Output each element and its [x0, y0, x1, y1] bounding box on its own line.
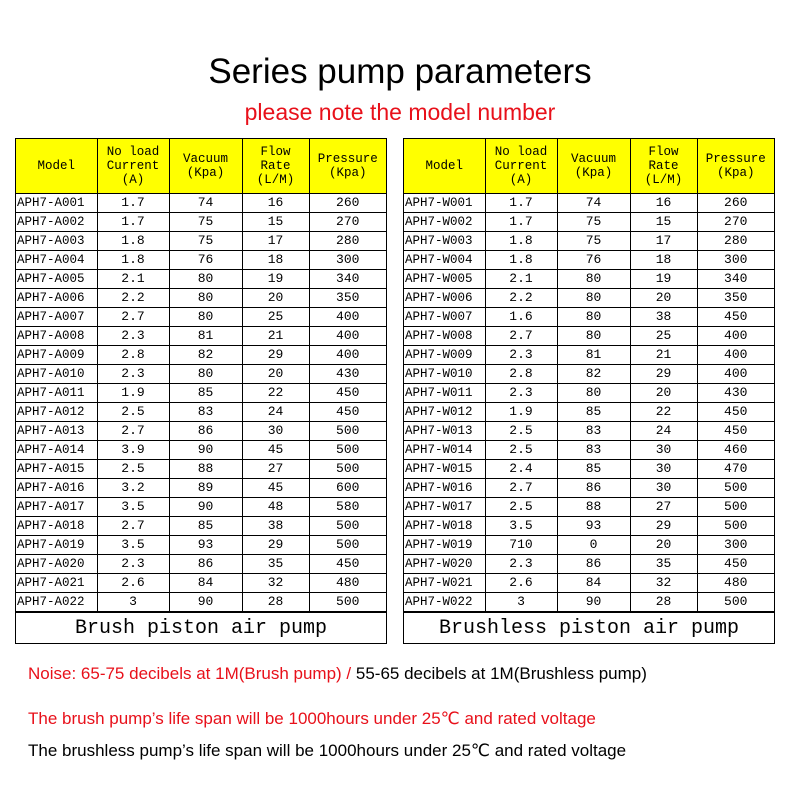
- value-cell: 75: [557, 232, 630, 251]
- value-cell: 450: [309, 384, 386, 403]
- value-cell: 90: [169, 441, 242, 460]
- table-row: [404, 232, 774, 251]
- value-cell: 270: [309, 213, 386, 232]
- brush-life-note: The brush pump’s life span will be 1000hours under 25℃ and rated voltage: [28, 709, 596, 728]
- value-cell: 2.3: [97, 365, 169, 384]
- value-cell: 27: [630, 498, 697, 517]
- model-cell: APH7-W016: [404, 479, 485, 498]
- value-cell: 84: [557, 574, 630, 593]
- value-cell: 580: [309, 498, 386, 517]
- table-row: [16, 308, 386, 327]
- value-cell: 500: [309, 593, 386, 612]
- value-cell: 300: [697, 251, 774, 270]
- model-cell: APH7-A002: [16, 213, 97, 232]
- value-cell: 460: [697, 441, 774, 460]
- value-cell: 32: [242, 574, 309, 593]
- table-caption: Brush piston air pump: [16, 612, 386, 643]
- column-header: Vacuum (Kpa): [557, 139, 630, 194]
- table-row: [404, 194, 774, 213]
- value-cell: 86: [169, 555, 242, 574]
- model-cell: APH7-A021: [16, 574, 97, 593]
- value-cell: 80: [169, 270, 242, 289]
- value-cell: 430: [697, 384, 774, 403]
- value-cell: 340: [697, 270, 774, 289]
- model-cell: APH7-A006: [16, 289, 97, 308]
- value-cell: 600: [309, 479, 386, 498]
- value-cell: 75: [169, 232, 242, 251]
- value-cell: 86: [557, 479, 630, 498]
- value-cell: 430: [309, 365, 386, 384]
- value-cell: 90: [557, 593, 630, 612]
- value-cell: 15: [242, 213, 309, 232]
- model-cell: APH7-A008: [16, 327, 97, 346]
- value-cell: 81: [169, 327, 242, 346]
- noise-note-brushless: 55-65 decibels at 1M(Brushless pump): [351, 664, 647, 683]
- table-row: [404, 346, 774, 365]
- table-row: [404, 441, 774, 460]
- model-cell: APH7-A003: [16, 232, 97, 251]
- value-cell: 2.3: [485, 384, 557, 403]
- model-cell: APH7-W010: [404, 365, 485, 384]
- brushless-pump-table: [403, 138, 775, 644]
- value-cell: 1.7: [97, 194, 169, 213]
- value-cell: 20: [630, 289, 697, 308]
- model-cell: APH7-W012: [404, 403, 485, 422]
- value-cell: 2.3: [97, 327, 169, 346]
- value-cell: 80: [557, 308, 630, 327]
- model-cell: APH7-W015: [404, 460, 485, 479]
- value-cell: 2.5: [97, 460, 169, 479]
- value-cell: 75: [557, 213, 630, 232]
- value-cell: 90: [169, 593, 242, 612]
- value-cell: 93: [557, 517, 630, 536]
- value-cell: 480: [697, 574, 774, 593]
- value-cell: 280: [309, 232, 386, 251]
- value-cell: 30: [242, 422, 309, 441]
- value-cell: 88: [169, 460, 242, 479]
- table-row: [404, 403, 774, 422]
- value-cell: 90: [169, 498, 242, 517]
- value-cell: 89: [169, 479, 242, 498]
- column-header: No load Current (A): [97, 139, 169, 194]
- value-cell: 15: [630, 213, 697, 232]
- value-cell: 450: [309, 403, 386, 422]
- column-header: Model: [16, 139, 97, 194]
- value-cell: 1.7: [97, 213, 169, 232]
- value-cell: 2.5: [485, 441, 557, 460]
- value-cell: 400: [309, 346, 386, 365]
- parameter-table: [404, 139, 774, 612]
- table-row: [16, 213, 386, 232]
- table-row: [16, 384, 386, 403]
- table-row: [404, 327, 774, 346]
- table-row: [404, 593, 774, 612]
- value-cell: 80: [557, 327, 630, 346]
- model-cell: APH7-A019: [16, 536, 97, 555]
- model-cell: APH7-W022: [404, 593, 485, 612]
- table-row: [16, 460, 386, 479]
- value-cell: 2.1: [97, 270, 169, 289]
- value-cell: 500: [697, 479, 774, 498]
- value-cell: 2.5: [485, 422, 557, 441]
- value-cell: 80: [557, 289, 630, 308]
- table-row: [16, 365, 386, 384]
- value-cell: 3.5: [97, 536, 169, 555]
- model-cell: APH7-A004: [16, 251, 97, 270]
- table-row: [16, 593, 386, 612]
- model-cell: APH7-A011: [16, 384, 97, 403]
- value-cell: 45: [242, 441, 309, 460]
- value-cell: 48: [242, 498, 309, 517]
- model-cell: APH7-W002: [404, 213, 485, 232]
- value-cell: 2.7: [485, 479, 557, 498]
- value-cell: 2.4: [485, 460, 557, 479]
- value-cell: 300: [309, 251, 386, 270]
- model-cell: APH7-W005: [404, 270, 485, 289]
- model-cell: APH7-W020: [404, 555, 485, 574]
- value-cell: 74: [169, 194, 242, 213]
- value-cell: 76: [557, 251, 630, 270]
- value-cell: 340: [309, 270, 386, 289]
- value-cell: 86: [169, 422, 242, 441]
- value-cell: 1.6: [485, 308, 557, 327]
- brush-pump-table: [15, 138, 387, 644]
- value-cell: 3: [485, 593, 557, 612]
- table-row: [404, 460, 774, 479]
- value-cell: 450: [309, 555, 386, 574]
- value-cell: 450: [697, 422, 774, 441]
- value-cell: 17: [242, 232, 309, 251]
- value-cell: 19: [242, 270, 309, 289]
- value-cell: 2.2: [97, 289, 169, 308]
- value-cell: 85: [169, 384, 242, 403]
- value-cell: 80: [557, 384, 630, 403]
- value-cell: 24: [242, 403, 309, 422]
- model-cell: APH7-W003: [404, 232, 485, 251]
- value-cell: 3.5: [97, 498, 169, 517]
- value-cell: 400: [309, 308, 386, 327]
- table-row: [404, 574, 774, 593]
- value-cell: 500: [309, 517, 386, 536]
- column-header: No load Current (A): [485, 139, 557, 194]
- model-cell: APH7-A009: [16, 346, 97, 365]
- value-cell: 2.3: [485, 555, 557, 574]
- table-row: [404, 384, 774, 403]
- column-header: Vacuum (Kpa): [169, 139, 242, 194]
- table-row: [16, 251, 386, 270]
- value-cell: 500: [309, 441, 386, 460]
- value-cell: 2.7: [485, 327, 557, 346]
- table-row: [404, 517, 774, 536]
- model-cell: APH7-A016: [16, 479, 97, 498]
- table-header: [404, 139, 774, 194]
- value-cell: 24: [630, 422, 697, 441]
- value-cell: 32: [630, 574, 697, 593]
- column-header: Flow Rate (L/M): [242, 139, 309, 194]
- value-cell: 400: [309, 327, 386, 346]
- model-cell: APH7-A010: [16, 365, 97, 384]
- model-cell: APH7-W014: [404, 441, 485, 460]
- table-row: [16, 422, 386, 441]
- value-cell: 1.8: [97, 232, 169, 251]
- noise-note-brush: Noise: 65-75 decibels at 1M(Brush pump) /: [28, 664, 352, 683]
- column-header: Flow Rate (L/M): [630, 139, 697, 194]
- value-cell: 25: [630, 327, 697, 346]
- model-cell: APH7-W008: [404, 327, 485, 346]
- value-cell: 2.7: [97, 422, 169, 441]
- table-row: [404, 422, 774, 441]
- value-cell: 2.6: [485, 574, 557, 593]
- model-cell: APH7-W006: [404, 289, 485, 308]
- value-cell: 85: [557, 460, 630, 479]
- table-row: [16, 536, 386, 555]
- value-cell: 2.5: [485, 498, 557, 517]
- page-title: Series pump parameters: [208, 52, 592, 91]
- value-cell: 300: [697, 536, 774, 555]
- value-cell: 18: [630, 251, 697, 270]
- value-cell: 2.7: [97, 308, 169, 327]
- value-cell: 500: [309, 536, 386, 555]
- value-cell: 35: [630, 555, 697, 574]
- model-cell: APH7-W019: [404, 536, 485, 555]
- value-cell: 1.9: [97, 384, 169, 403]
- value-cell: 19: [630, 270, 697, 289]
- value-cell: 83: [557, 422, 630, 441]
- value-cell: 85: [169, 517, 242, 536]
- model-cell: APH7-W007: [404, 308, 485, 327]
- table-row: [404, 213, 774, 232]
- value-cell: 80: [169, 289, 242, 308]
- value-cell: 85: [557, 403, 630, 422]
- value-cell: 270: [697, 213, 774, 232]
- value-cell: 3.5: [485, 517, 557, 536]
- table-row: [16, 574, 386, 593]
- value-cell: 38: [242, 517, 309, 536]
- value-cell: 400: [697, 346, 774, 365]
- table-row: [16, 289, 386, 308]
- table-row: [404, 555, 774, 574]
- value-cell: 86: [557, 555, 630, 574]
- model-cell: APH7-A012: [16, 403, 97, 422]
- value-cell: 29: [242, 536, 309, 555]
- table-row: [16, 498, 386, 517]
- value-cell: 80: [169, 308, 242, 327]
- value-cell: 88: [557, 498, 630, 517]
- table-row: [16, 194, 386, 213]
- value-cell: 20: [630, 384, 697, 403]
- model-cell: APH7-W018: [404, 517, 485, 536]
- value-cell: 83: [169, 403, 242, 422]
- table-row: [16, 479, 386, 498]
- value-cell: 29: [630, 517, 697, 536]
- table-row: [16, 555, 386, 574]
- value-cell: 74: [557, 194, 630, 213]
- model-cell: APH7-W001: [404, 194, 485, 213]
- table-row: [404, 479, 774, 498]
- value-cell: 80: [557, 270, 630, 289]
- value-cell: 480: [309, 574, 386, 593]
- table-row: [404, 289, 774, 308]
- value-cell: 1.8: [485, 251, 557, 270]
- value-cell: 500: [697, 517, 774, 536]
- value-cell: 450: [697, 555, 774, 574]
- value-cell: 1.8: [485, 232, 557, 251]
- model-cell: APH7-W013: [404, 422, 485, 441]
- model-cell: APH7-A014: [16, 441, 97, 460]
- value-cell: 21: [630, 346, 697, 365]
- table-row: [404, 365, 774, 384]
- value-cell: 1.8: [97, 251, 169, 270]
- model-cell: APH7-W017: [404, 498, 485, 517]
- model-cell: APH7-W011: [404, 384, 485, 403]
- model-cell: APH7-W009: [404, 346, 485, 365]
- table-row: [16, 403, 386, 422]
- model-cell: APH7-A017: [16, 498, 97, 517]
- model-cell: APH7-W021: [404, 574, 485, 593]
- table-row: [16, 327, 386, 346]
- page-subtitle: please note the model number: [244, 99, 556, 125]
- value-cell: 81: [557, 346, 630, 365]
- value-cell: 450: [697, 403, 774, 422]
- value-cell: 3.2: [97, 479, 169, 498]
- value-cell: 75: [169, 213, 242, 232]
- model-cell: APH7-A020: [16, 555, 97, 574]
- value-cell: 22: [242, 384, 309, 403]
- value-cell: 2.6: [97, 574, 169, 593]
- value-cell: 2.3: [97, 555, 169, 574]
- column-header: Pressure (Kpa): [309, 139, 386, 194]
- value-cell: 83: [557, 441, 630, 460]
- value-cell: 28: [242, 593, 309, 612]
- table-row: [404, 270, 774, 289]
- column-header: Pressure (Kpa): [697, 139, 774, 194]
- value-cell: 93: [169, 536, 242, 555]
- value-cell: 38: [630, 308, 697, 327]
- value-cell: 76: [169, 251, 242, 270]
- value-cell: 80: [169, 365, 242, 384]
- value-cell: 35: [242, 555, 309, 574]
- noise-note: [28, 663, 647, 685]
- value-cell: 18: [242, 251, 309, 270]
- value-cell: 2.7: [97, 517, 169, 536]
- table-row: [16, 441, 386, 460]
- value-cell: 1.7: [485, 194, 557, 213]
- value-cell: 260: [309, 194, 386, 213]
- value-cell: 82: [169, 346, 242, 365]
- value-cell: 350: [309, 289, 386, 308]
- value-cell: 400: [697, 365, 774, 384]
- value-cell: 30: [630, 460, 697, 479]
- value-cell: 22: [630, 403, 697, 422]
- column-header: Model: [404, 139, 485, 194]
- value-cell: 2.3: [485, 346, 557, 365]
- table-row: [16, 346, 386, 365]
- value-cell: 17: [630, 232, 697, 251]
- value-cell: 2.8: [97, 346, 169, 365]
- brushless-life-note: The brushless pump’s life span will be 1000hours under 25℃ and rated voltage: [28, 741, 627, 760]
- value-cell: 2.1: [485, 270, 557, 289]
- value-cell: 29: [242, 346, 309, 365]
- value-cell: 20: [242, 365, 309, 384]
- value-cell: 710: [485, 536, 557, 555]
- model-cell: APH7-A005: [16, 270, 97, 289]
- parameter-table: [16, 139, 386, 612]
- value-cell: 82: [557, 365, 630, 384]
- value-cell: 16: [242, 194, 309, 213]
- table-header: [16, 139, 386, 194]
- value-cell: 1.7: [485, 213, 557, 232]
- value-cell: 16: [630, 194, 697, 213]
- value-cell: 21: [242, 327, 309, 346]
- value-cell: 280: [697, 232, 774, 251]
- value-cell: 84: [169, 574, 242, 593]
- table-row: [16, 270, 386, 289]
- value-cell: 3: [97, 593, 169, 612]
- value-cell: 20: [242, 289, 309, 308]
- model-cell: APH7-A018: [16, 517, 97, 536]
- table-row: [404, 251, 774, 270]
- value-cell: 27: [242, 460, 309, 479]
- value-cell: 20: [630, 536, 697, 555]
- value-cell: 45: [242, 479, 309, 498]
- table-row: [404, 498, 774, 517]
- value-cell: 400: [697, 327, 774, 346]
- table-body: [404, 194, 774, 612]
- model-cell: APH7-A013: [16, 422, 97, 441]
- value-cell: 30: [630, 441, 697, 460]
- value-cell: 500: [697, 498, 774, 517]
- value-cell: 2.5: [97, 403, 169, 422]
- model-cell: APH7-A015: [16, 460, 97, 479]
- model-cell: APH7-A022: [16, 593, 97, 612]
- value-cell: 28: [630, 593, 697, 612]
- value-cell: 500: [309, 460, 386, 479]
- table-row: [16, 232, 386, 251]
- value-cell: 25: [242, 308, 309, 327]
- value-cell: 500: [697, 593, 774, 612]
- value-cell: 450: [697, 308, 774, 327]
- value-cell: 260: [697, 194, 774, 213]
- model-cell: APH7-W004: [404, 251, 485, 270]
- value-cell: 470: [697, 460, 774, 479]
- value-cell: 2.8: [485, 365, 557, 384]
- table-row: [404, 536, 774, 555]
- value-cell: 29: [630, 365, 697, 384]
- model-cell: APH7-A007: [16, 308, 97, 327]
- value-cell: 2.2: [485, 289, 557, 308]
- value-cell: 500: [309, 422, 386, 441]
- table-row: [404, 308, 774, 327]
- model-cell: APH7-A001: [16, 194, 97, 213]
- value-cell: 3.9: [97, 441, 169, 460]
- table-body: [16, 194, 386, 612]
- table-caption: Brushless piston air pump: [404, 612, 774, 643]
- table-row: [16, 517, 386, 536]
- value-cell: 350: [697, 289, 774, 308]
- value-cell: 0: [557, 536, 630, 555]
- value-cell: 1.9: [485, 403, 557, 422]
- value-cell: 30: [630, 479, 697, 498]
